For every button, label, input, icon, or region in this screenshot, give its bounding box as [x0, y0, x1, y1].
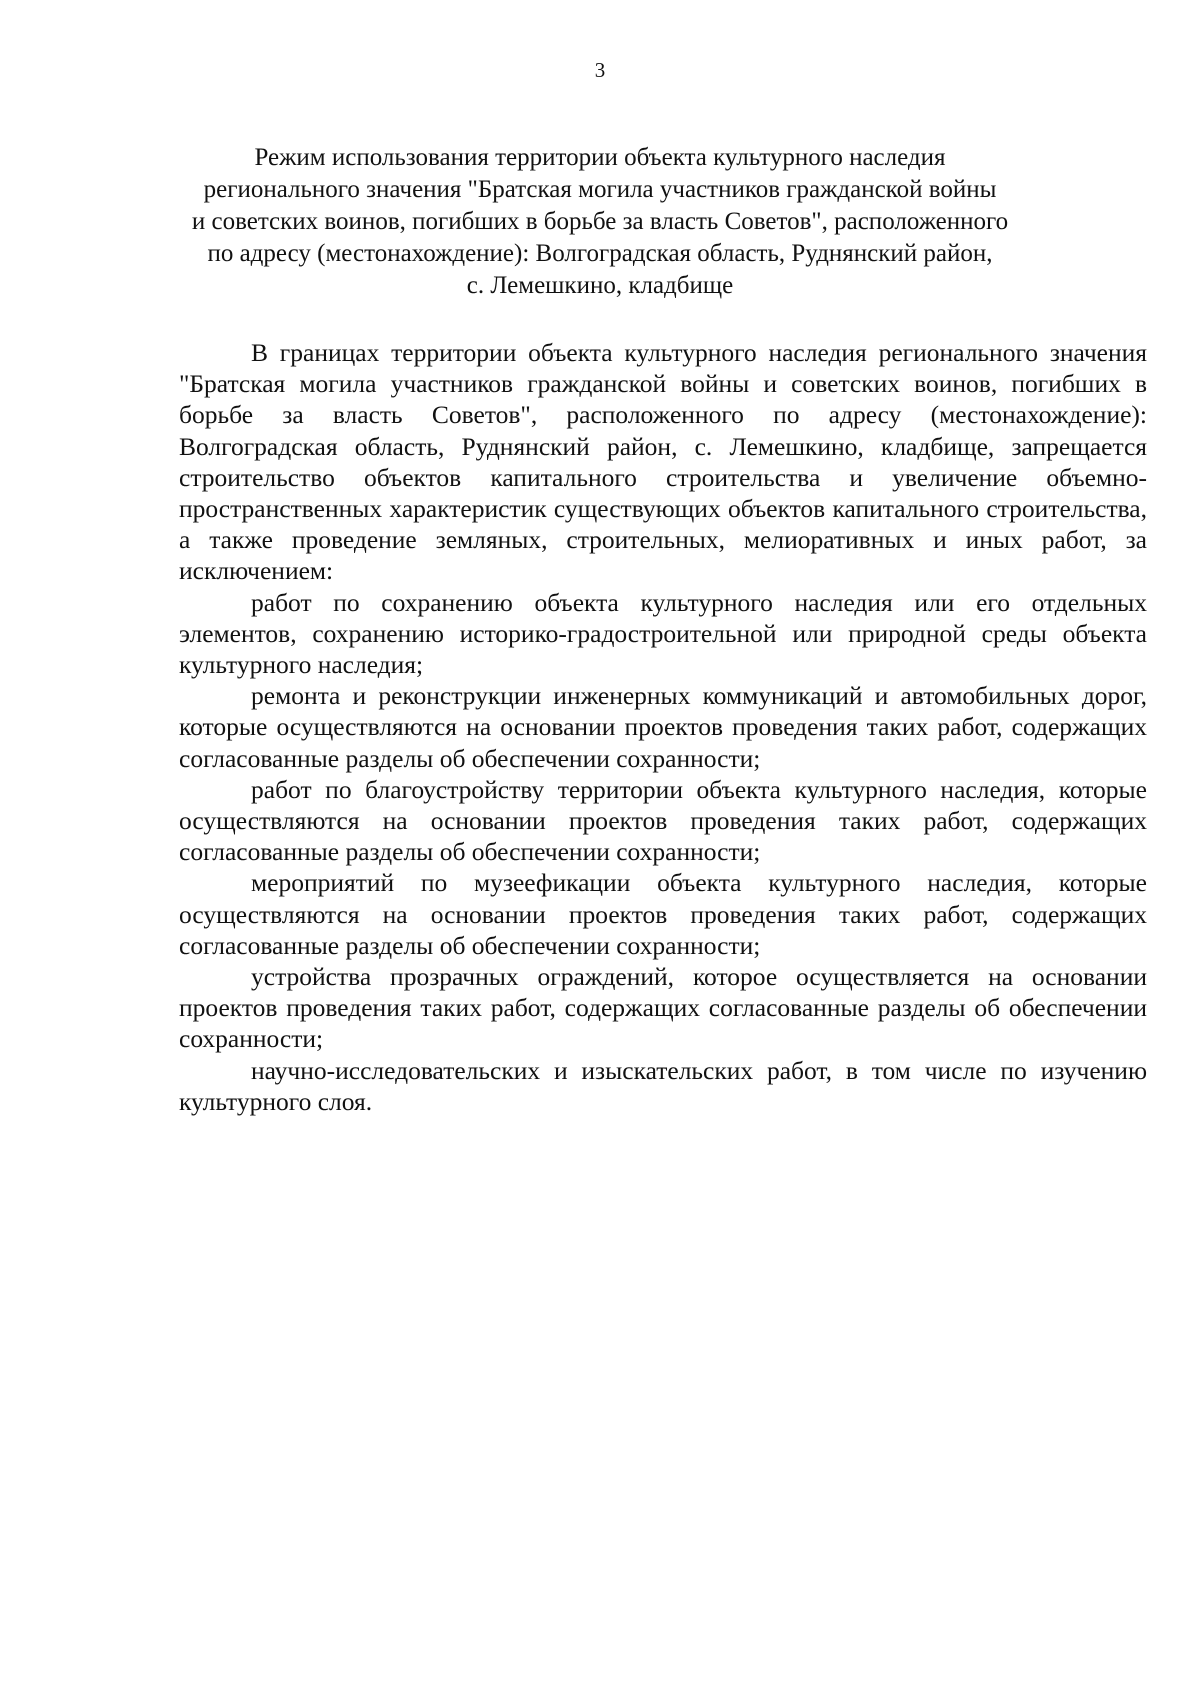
title-line: с. Лемешкино, кладбище	[466, 272, 734, 299]
exception-item: работ по сохранению объекта культурного наследия или его отдельных элементов, сохранению историко-градостроительной или природной среды объекта культурного наследия;	[179, 587, 1147, 680]
page-number: 3	[594, 58, 606, 82]
exception-item: ремонта и реконструкции инженерных коммуникаций и автомобильных дорог, которые осуществляются на основании проектов проведения таких работ, содержащих согласованные разделы об обеспечении сохранности;	[179, 681, 1147, 773]
document-title	[170, 142, 1030, 302]
exception-item: научно-исследовательских и изыскательских работ, в том числе по изучению культурного слоя.	[179, 1055, 1147, 1116]
title-line: и советских воинов, погибших в борьбе за власть Советов", расположенного	[191, 208, 1009, 235]
document-body	[179, 337, 1147, 1117]
title-line: регионального значения "Братская могила участников гражданской войны	[203, 176, 997, 203]
exception-item: устройства прозрачных ограждений, которое осуществляется на основании проектов проведения таких работ, содержащих согласованные разделы об обеспечении сохранности;	[179, 962, 1147, 1054]
exception-item: работ по благоустройству территории объекта культурного наследия, которые осуществляются на основании проектов проведения таких работ, содержащих согласованные разделы об обеспечении сохранности;	[179, 774, 1147, 867]
title-line: Режим использования территории объекта культурного наследия	[254, 144, 946, 171]
title-line: по адресу (местонахождение): Волгоградская область, Руднянский район,	[207, 240, 993, 267]
exception-item: мероприятий по музеефикации объекта культурного наследия, которые осуществляются на основании проектов проведения таких работ, содержащих согласованные разделы об обеспечении сохранности;	[179, 868, 1147, 960]
intro-paragraph: В границах территории объекта культурного наследия регионального значения "Братская могила участников гражданской войны и советских воинов, погибших в борьбе за власть Советов", расположенного по адресу (местонахождение): Волгоградская область, Руднянский район, с. Лемешкино, кладбище, запрещается строительство объектов капитального строительства и увеличение объемно-пространственных характеристик существующих объектов капитального строительства, а также проведение земляных, строительных, мелиоративных и иных работ, за исключением:	[179, 338, 1147, 586]
